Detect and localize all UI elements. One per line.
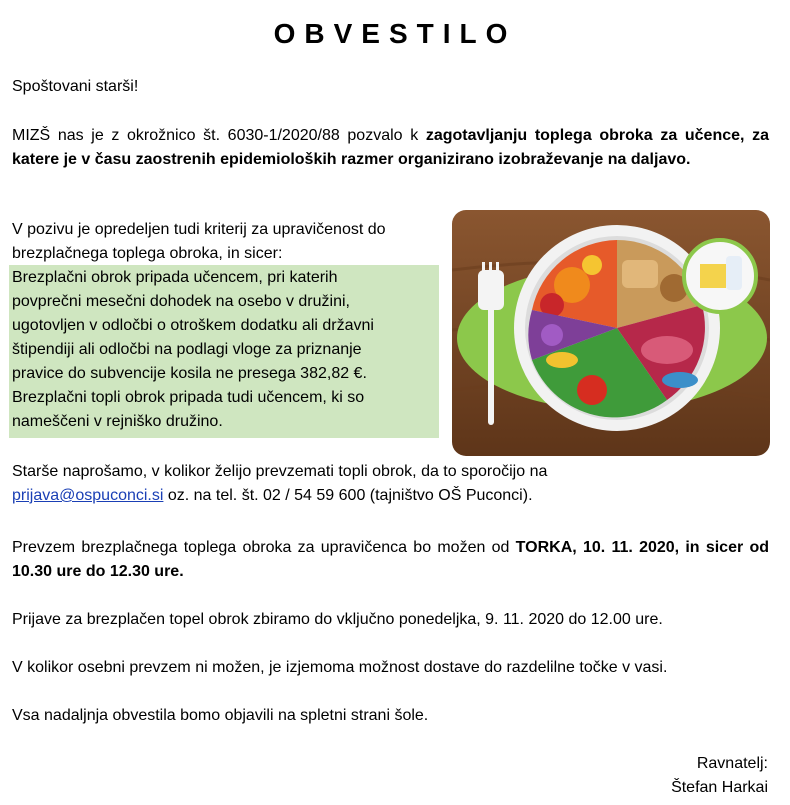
criteria-intro-line: V pozivu je opredeljen tudi kriterij za upravičenost do	[12, 221, 386, 238]
paragraph-intro-bold: zagotavljanju toplega obroka za učence, za katere je v času zaostrenih epidemioloških razmer organizirano izobraževanje na daljavo.	[12, 127, 770, 168]
highlight-line: štipendiji ali odločbi na podlagi vloge za priznanje	[12, 341, 362, 358]
pickup-bold: TORKA, 10. 11. 2020, in sicer od 10.30 ure do 12.30 ure.	[12, 539, 770, 580]
paragraph-contact	[12, 460, 769, 484]
highlight-line: pravice do subvencije kosila ne presega 382,82 €.	[12, 365, 367, 382]
highlight-line: ugotovljen v odločbi o otroškem dodatku ali državni	[12, 317, 374, 334]
signature-role: Ravnatelj:	[696, 755, 768, 772]
paragraph-delivery: V kolikor osebni prevzem ni možen, je izjemoma možnost dostave do razdelilne točke v vasi.	[12, 659, 668, 676]
paragraph-announcements: Vsa nadaljnja obvestila bomo objavili na spletni strani šole.	[12, 707, 429, 724]
document-title: OBVESTILO	[273, 18, 517, 49]
criteria-intro-line: brezplačnega toplega obroka, in sicer:	[12, 245, 283, 262]
signature-name: Štefan Harkai	[671, 779, 768, 796]
paragraph-pickup	[12, 536, 769, 584]
paragraph-registration: Prijave za brezplačen topel obrok zbiramo do vključno ponedeljka, 9. 11. 2020 do 12.00 ure.	[12, 611, 663, 628]
email-link[interactable]: prijava@ospuconci.si	[12, 487, 164, 504]
highlight-line: povprečni mesečni dohodek na osebo v družini,	[12, 293, 350, 310]
paragraph-contact-line2	[12, 484, 769, 508]
highlight-line: Brezplačni topli obrok pripada tudi učencem, ki so	[12, 389, 365, 406]
contact-phone-text: oz. na tel. št. 02 / 54 59 600 (tajništvo OŠ Puconci).	[163, 487, 533, 504]
highlight-line: Brezplačni obrok pripada učencem, pri katerih	[12, 269, 338, 286]
plate-image	[452, 210, 770, 456]
meal-plate-illustration	[452, 210, 770, 456]
greeting: Spoštovani starši!	[12, 78, 139, 95]
dairy-bowl	[684, 240, 756, 312]
paragraph-intro	[12, 124, 769, 172]
pickup-text: Prevzem brezplačnega toplega obroka za upravičenca bo možen od	[12, 539, 516, 556]
highlight-line: nameščeni v rejniško družino.	[12, 413, 223, 430]
paragraph-intro-text: MIZŠ nas je z okrožnico št. 6030-1/2020/88 pozvalo k	[12, 127, 426, 144]
contact-text: Starše naprošamo, v kolikor želijo prevzemati topli obrok, da to sporočijo na	[12, 463, 548, 480]
